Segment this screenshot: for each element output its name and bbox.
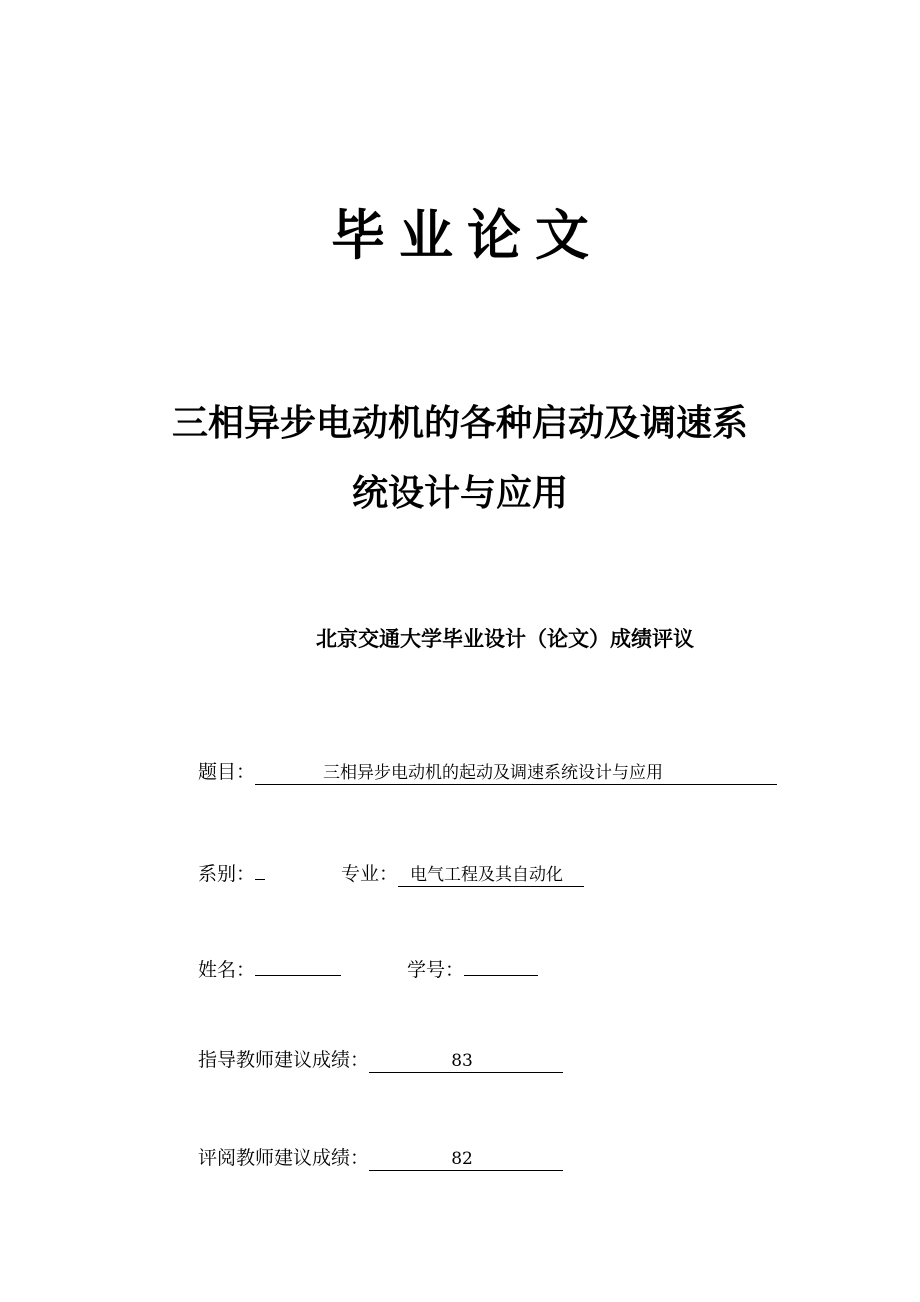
thesis-title-line-2: 统设计与应用 bbox=[351, 472, 568, 514]
thesis-title bbox=[100, 388, 820, 528]
topic-row bbox=[198, 758, 777, 786]
advisor-grade-row bbox=[198, 1046, 563, 1074]
department-value bbox=[255, 855, 265, 880]
major-value: 电气工程及其自动化 bbox=[398, 863, 584, 887]
department-label: 系别： bbox=[198, 863, 256, 885]
student-id-label: 学号： bbox=[407, 959, 465, 981]
student-id-value bbox=[464, 951, 538, 976]
topic-label: 题目： bbox=[198, 761, 256, 783]
topic-value: 三相异步电动机的起动及调速系统设计与应用 bbox=[255, 761, 777, 785]
name-label: 姓名： bbox=[198, 959, 256, 981]
advisor-grade-label: 指导教师建议成绩： bbox=[198, 1049, 370, 1071]
name-value bbox=[255, 951, 341, 976]
major-label: 专业： bbox=[341, 863, 399, 885]
department-major-row bbox=[198, 855, 584, 888]
reviewer-grade-value: 82 bbox=[369, 1147, 563, 1171]
evaluation-heading: 北京交通大学毕业设计（论文）成绩评议 bbox=[316, 626, 694, 651]
thesis-title-line-1: 三相异步电动机的各种启动及调速系 bbox=[171, 402, 748, 444]
reviewer-grade-label: 评阅教师建议成绩： bbox=[198, 1147, 370, 1169]
advisor-grade-value: 83 bbox=[369, 1049, 563, 1073]
name-id-row bbox=[198, 951, 538, 984]
reviewer-grade-row bbox=[198, 1144, 563, 1172]
main-title: 毕业论文 bbox=[331, 203, 603, 267]
